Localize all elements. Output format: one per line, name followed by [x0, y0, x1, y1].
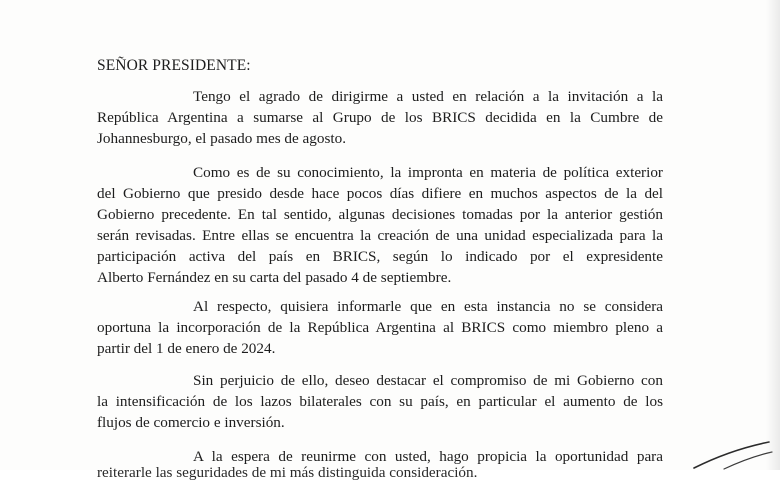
paragraph-line: Johannesburgo, el pasado mes de agosto. [97, 130, 346, 147]
paragraph-commitment [97, 370, 663, 433]
paragraph-invitation [97, 86, 663, 149]
paragraph-line: Como es de su conocimiento, la impronta en materia de política exterior [193, 164, 663, 181]
paragraph-line: Gobierno precedente. En tal sentido, algunas decisiones tomadas por la anterior gestión [97, 206, 663, 223]
paragraph-line: oportuna la incorporación de la República Argentina al BRICS como miembro pleno a [97, 319, 663, 336]
paragraph-line: la intensificación de los lazos bilaterales con su país, en particular el aumento de los [97, 393, 663, 410]
paragraph-decision [97, 296, 663, 359]
paragraph-line: partir del 1 de enero de 2024. [97, 340, 276, 357]
paragraph-line: República Argentina a sumarse al Grupo de los BRICS decidida en la Cumbre de [97, 109, 663, 126]
cut-off-line [97, 462, 527, 481]
paragraph-line: Alberto Fernández en su carta del pasado 4 de septiembre. [97, 269, 452, 286]
paragraph-line: Al respecto, quisiera informarle que en esta instancia no se considera [193, 298, 663, 315]
paragraph-foreign-policy [97, 162, 663, 288]
page-edge-shadow [766, 0, 780, 470]
paragraph-line: Tengo el agrado de dirigirme a usted en relación a la invitación a la [193, 88, 663, 105]
paragraph-line: serán revisadas. Entre ellas se encuentra la creación de una unidad especializada para la [97, 227, 663, 244]
paragraph-line: Sin perjuicio de ello, deseo destacar el compromiso de mi Gobierno con [193, 372, 663, 389]
paragraph-line: A la espera de reunirme con usted, hago propicia la oportunidad para [193, 448, 663, 465]
pen-stroke-icon [684, 440, 774, 470]
paragraph-line: del Gobierno que presido desde hace pocos días difiere en muchos aspectos de la del [97, 185, 663, 202]
salutation: SEÑOR PRESIDENTE: [97, 57, 251, 74]
paragraph-line: flujos de comercio e inversión. [97, 414, 285, 431]
cut-off-line-text: reiterarle las seguridades de mi más distinguida consideración. [97, 464, 478, 481]
paragraph-line: participación activa del país en BRICS, según lo indicado por el expresidente [97, 248, 663, 265]
